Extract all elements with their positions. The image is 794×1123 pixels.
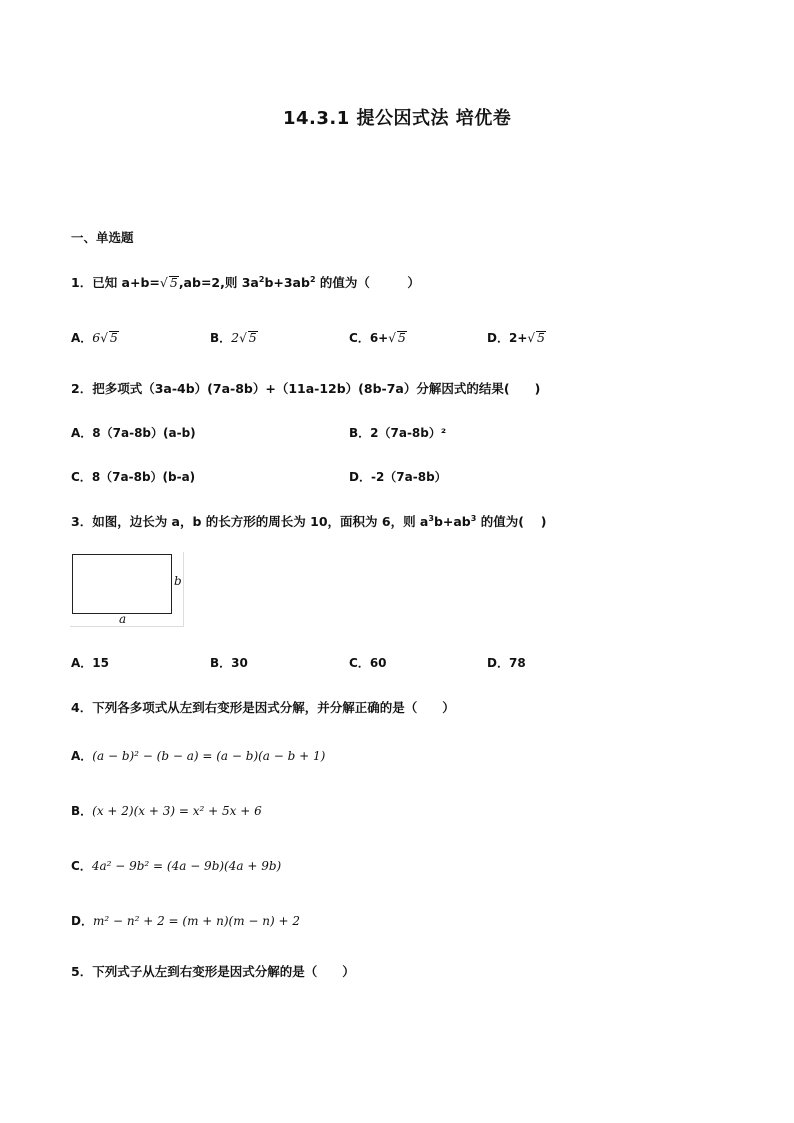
q1-stem-part-b: ,ab=2,则 3a [178,275,259,290]
q3-sup-2: 3 [470,513,477,523]
option-label: A． [71,656,93,670]
option-prefix: 2 [231,330,240,345]
option-label: B． [210,331,232,345]
q1-radicand: 5 [169,275,178,290]
option-label: A． [71,749,93,763]
q1-stem-part-c: b+3ab [264,275,310,290]
q1-option-a[interactable] [71,329,119,346]
q3-stem-part-b: b+ab [433,514,471,529]
page-title: 14.3.1 提公因式法 培优卷 [283,108,512,129]
option-text: 8（7a-8b）(b-a) [91,470,196,484]
q4-option-a[interactable] [71,747,325,764]
option-formula: 4a² − 9b² = (4a − 9b)(4a + 9b) [91,859,282,873]
option-prefix: 6 [92,330,101,345]
option-radicand: 5 [109,330,118,345]
sqrt-icon: √ [527,331,536,345]
option-formula: m² − n² + 2 = (m + n)(m − n) + 2 [92,914,301,928]
option-label: D． [71,914,93,928]
question-1-stem [71,273,420,291]
option-text: 30 [231,656,248,670]
q3-option-a[interactable] [71,654,109,671]
option-radicand: 5 [397,330,406,345]
option-label: B． [71,804,93,818]
sqrt-icon: √ [159,275,168,290]
option-text: 60 [369,656,387,670]
q3-stem-part-c: 的值为( ) [476,514,547,529]
question-2-stem: 2．把多项式（3a-4b）(7a-8b）+（11a-12b）(8b-7a）分解因式的结果( ) [71,381,541,396]
section-heading: 一、单选题 [71,230,134,245]
q4-option-c[interactable] [71,857,281,874]
q2-option-c[interactable] [71,468,195,485]
option-text: 8（7a-8b）(a-b) [92,426,196,440]
option-label: D． [487,656,509,670]
q1-option-d[interactable] [487,329,546,346]
q1-option-b[interactable] [210,329,258,346]
option-label: C． [71,859,92,873]
q1-stem-part-a: 1．已知 a+b= [71,275,160,290]
q2-option-d[interactable] [349,468,447,485]
option-radicand: 5 [248,330,257,345]
option-label: C． [349,331,370,345]
q3-option-c[interactable] [349,654,387,671]
q1-sup-2: 2 [309,274,316,284]
q3-stem-part-a: 3．如图，边长为 a，b 的长方形的周长为 10，面积为 6，则 a [71,514,429,529]
q2-option-a[interactable] [71,424,196,441]
option-label: D． [487,331,509,345]
rectangle-shape [72,554,172,614]
q4-option-b[interactable] [71,802,262,819]
option-text: 15 [92,656,109,670]
sqrt-icon: √ [100,331,108,345]
question-4-stem: 4．下列各多项式从左到右变形是因式分解，并分解正确的是（ ） [71,700,455,715]
q1-option-c[interactable] [349,329,407,346]
option-label: B． [210,656,232,670]
sqrt-icon: √ [239,331,247,345]
option-label: A． [71,331,93,345]
q3-option-d[interactable] [487,654,526,671]
option-label: B． [349,426,371,440]
q4-option-d[interactable] [71,912,300,929]
q3-option-b[interactable] [210,654,248,671]
q1-sup-1: 2 [258,274,265,284]
sqrt-icon: √ [388,331,396,345]
option-formula: (a − b)² − (b − a) = (a − b)(a − b + 1) [92,749,326,763]
option-label: D． [349,470,371,484]
option-label: A． [71,426,93,440]
option-formula: (x + 2)(x + 3) = x² + 5x + 6 [92,804,262,818]
option-text: 78 [508,656,526,670]
option-radicand: 5 [537,330,545,345]
q1-stem-part-d: 的值为（ ） [315,275,420,290]
option-text: -2（7a-8b） [370,470,447,484]
option-label: C． [349,656,370,670]
option-prefix: 2+ [508,331,528,345]
side-label-a: a [119,612,127,626]
option-label: C． [71,470,92,484]
side-label-b: b [174,574,182,588]
option-prefix: 6+ [369,331,389,345]
q2-option-b[interactable] [349,424,446,441]
question-3-stem [71,512,546,530]
q3-sup-1: 3 [428,513,434,523]
option-text: 2（7a-8b）² [370,426,447,440]
question-5-stem: 5．下列式子从左到右变形是因式分解的是（ ） [71,964,355,979]
